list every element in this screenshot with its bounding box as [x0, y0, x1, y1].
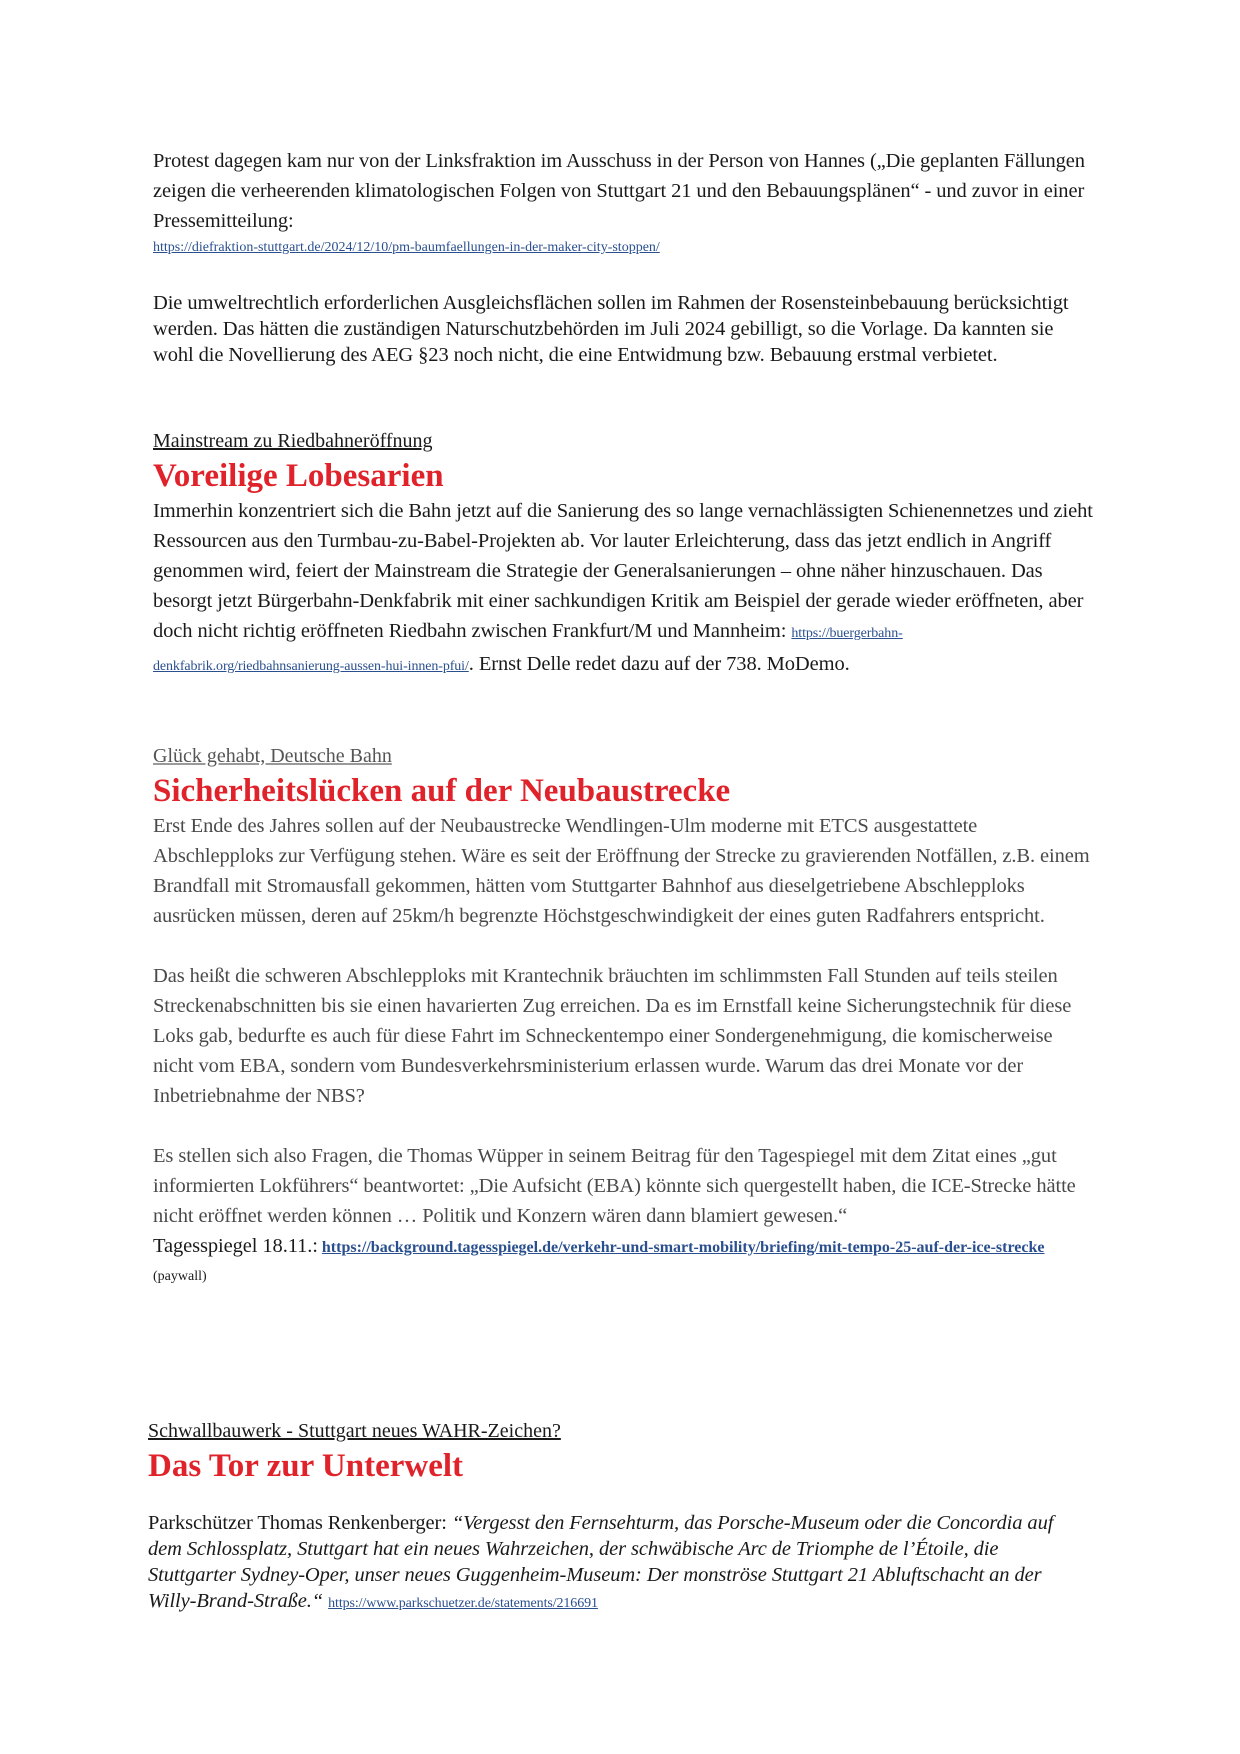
quote-author: Parkschützer Thomas Renkenberger:	[148, 1512, 447, 1534]
paragraph-text: Protest dagegen kam nur von der Linksfraktion im Ausschuss in der Person von Hannes („Die geplanten Fällungen zeigen die verheerenden klimatologischen Folgen von Stuttgart 21 und den Bebauungsplänen“ - und zuvor in einer Pressemitteilung:	[153, 150, 1085, 232]
paragraph-text-after-link: . Ernst Delle redet dazu auf der 738. MoDemo.	[468, 653, 850, 675]
paragraph-text: Immerhin konzentriert sich die Bahn jetzt auf die Sanierung des so lange vernachlässigten Schienennetzes und zieht Ressourcen aus den Turmbau-zu-Babel-Projekten ab. Vor lauter Erleichterung, dass das jetzt endlich in Angriff genommen wird, feiert der Mainstream die Strategie der Generalsanierungen – ohne näher hinzuschauen. Das besorgt jetzt Bürgerbahn-Denkfabrik mit einer sachkundigen Kritik am Beispiel der gerade wieder eröffneten, aber doch nicht richtig eröffneten Riedbahn zwischen Frankfurt/M und Mannheim:	[153, 500, 1093, 642]
paragraph	[153, 496, 1093, 682]
paragraph	[153, 146, 1093, 236]
paragraph: Es stellen sich also Fragen, die Thomas Wüpper in seinem Beitrag für den Tagespiegel mit dem Zitat eines „gut informierten Lokführers“ beantwortet: „Die Aufsicht (EBA) könnte sich quergestellt haben, die ICE-Strecke hätte nicht eröffnet werden können … Politik und Konzern wären dann blamiert gewesen.“	[153, 1145, 1076, 1227]
link-diefraktion[interactable]: https://diefraktion-stuttgart.de/2024/12/10/pm-baumfaellungen-in-der-maker-city-stoppen/	[153, 240, 660, 255]
article-headline: Das Tor zur Unterwelt	[148, 1448, 464, 1484]
link-buergerbahn[interactable]: https://buergerbahn-denkfabrik.org/riedbahnsanierung-aussen-hui-innen-pfui/	[153, 626, 903, 674]
paragraph: Das heißt die schweren Abschlepploks mit Krantechnik bräuchten im schlimmsten Fall Stunden auf teils steilen Streckenabschnitten bis sie einen havarierten Zug erreichen. Da es im Ernstfall keine Sicherungstechnik für diese Loks gab, bedurfte es auch für diese Fahrt im Schneckentempo einer Sondergenehmigung, die komischerweise nicht vom EBA, sondern vom Bundesverkehrsministerium erlassen wurde. Warum das drei Monate vor der Inbetriebnahme der NBS?	[153, 965, 1072, 1107]
source-line	[153, 1231, 1093, 1291]
article-kicker: Schwallbauwerk - Stuttgart neues WAHR-Zeichen?	[148, 1420, 561, 1442]
article-kicker: Glück gehabt, Deutsche Bahn	[153, 745, 392, 767]
paragraph: Die umweltrechtlich erforderlichen Ausgleichsflächen sollen im Rahmen der Rosensteinbebauung berücksichtigt werden. Das hätten die zuständigen Naturschutzbehörden im Juli 2024 gebilligt, so die Vorlage. Da kannten sie wohl die Novellierung des AEG §23 noch nicht, die eine Entwidmung bzw. Bebauung erstmal verbietet.	[153, 292, 1069, 366]
source-label: Tagesspiegel 18.11.:	[153, 1235, 318, 1257]
article-schwallbauwerk	[148, 1418, 1088, 1617]
article-security-gaps	[153, 743, 1093, 1291]
paywall-note: (paywall)	[153, 1269, 207, 1284]
paragraph: Erst Ende des Jahres sollen auf der Neubaustrecke Wendlingen-Ulm moderne mit ETCS ausgestattete Abschlepploks zur Verfügung stehen. Wäre es seit der Eröffnung der Strecke zu gravierenden Notfällen, z.B. einem Brandfall mit Stromausfall gekommen, hätten vom Stuttgarter Bahnhof aus dieselgetriebene Abschlepploks ausrücken müssen, deren auf 25km/h begrenzte Höchstgeschwindigkeit der eines guten Radfahrers entspricht.	[153, 815, 1090, 927]
link-parkschuetzer[interactable]: https://www.parkschuetzer.de/statements/216691	[328, 1596, 598, 1611]
article-headline: Voreilige Lobesarien	[153, 458, 444, 494]
section-tree-felling	[153, 146, 1093, 259]
link-tagesspiegel[interactable]: https://background.tagesspiegel.de/verkehr-und-smart-mobility/briefing/mit-tempo-25-auf-der-ice-strecke	[321, 1239, 1045, 1256]
article-headline: Sicherheitslücken auf der Neubaustrecke	[153, 773, 731, 809]
article-riedbahn	[153, 428, 1093, 682]
section-compensation-areas	[153, 290, 1093, 368]
quote-text: “Vergesst den Fernsehturm, das Porsche-Museum oder die Concordia auf dem Schlossplatz, Stuttgart hat ein neues Wahrzeichen, der schwäbische Arc de Triomphe de l’Étoile, die Stuttgarter Sydney-Oper, unser neues Guggenheim-Museum: Der monströse Stuttgart 21 Abluftschacht an der Willy-Brand-Straße.“	[148, 1512, 1054, 1612]
quote-paragraph	[148, 1510, 1088, 1617]
article-kicker: Mainstream zu Riedbahneröffnung	[153, 430, 433, 452]
